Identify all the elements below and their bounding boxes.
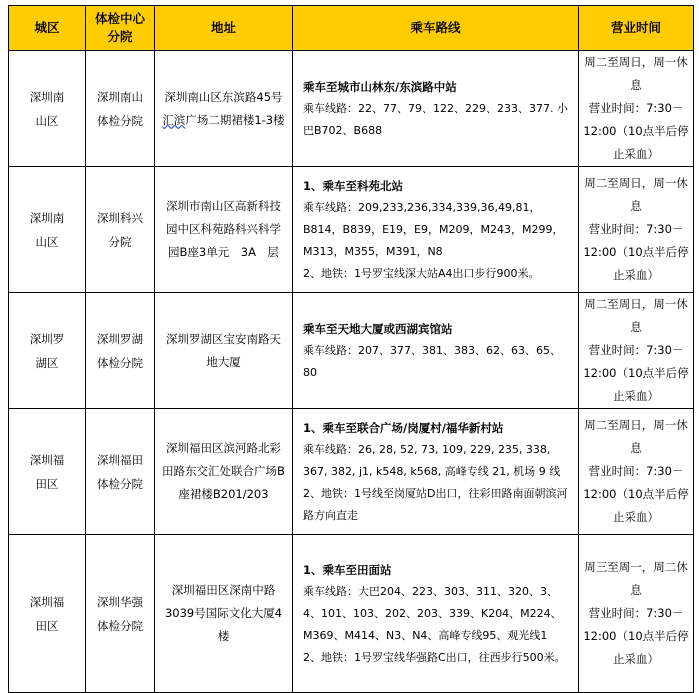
route-cell [293, 293, 579, 409]
branch-cell: 深圳华强体检分院 [86, 535, 155, 693]
route-title: 乘车至城市山林东/东滨路中站 [303, 79, 457, 94]
route-cell [293, 535, 579, 693]
route-title: 1、乘车至联合广场/岗厦村/福华新村站 [303, 420, 504, 435]
route-line: 2、地铁：1号罗宝线华强路C出口，往西步行500米。 [303, 650, 566, 664]
address-text: 深圳罗湖区宝安南路天地大厦 [166, 331, 281, 369]
branch-cell: 深圳科兴分院 [86, 167, 155, 293]
hours-cell [579, 409, 694, 535]
district-cell: 深圳福田区 [9, 535, 86, 693]
route-line: 乘车线路：大巴204、223、303、311、320、3、4、101、103、202、203、339、K204、M224、M369、M414、N3、N4、高峰专线95、观光线1 [303, 584, 562, 642]
table-row [9, 51, 694, 167]
route-line: 乘车线路：22、77、79、122、229、233、377. 小巴B702、B688 [303, 101, 568, 137]
route-cell [293, 51, 579, 167]
route-line: 2、地铁：1号线至岗厦站D出口，往彩田路南面朝滨河路方向直走 [303, 486, 568, 522]
route-title: 乘车至天地大厦或西湖宾馆站 [303, 321, 453, 336]
route-title: 1、乘车至田面站 [303, 562, 392, 577]
district-cell: 深圳福田区 [9, 409, 86, 535]
table-row [9, 535, 694, 693]
address-underlined-text: 汇滨 [162, 112, 186, 127]
hours-time: 营业时间：7:30－12:00（10点半后停止采血） [583, 101, 689, 161]
header-branch: 体检中心分院 [86, 6, 155, 51]
branch-cell: 深圳罗湖体检分院 [86, 293, 155, 409]
address-cell [155, 51, 293, 167]
address-text-tail: 广场二期裙楼1-3楼 [185, 112, 285, 127]
header-address: 地址 [155, 6, 293, 51]
hours-days: 周三至周一，周二休息 [584, 560, 688, 597]
hours-time: 营业时间：7:30－12:00（10点半后停止采血） [583, 222, 689, 282]
hours-days: 周二至周日，周一休息 [584, 176, 688, 213]
clinic-table [8, 5, 694, 693]
address-text: 深圳南山区东滨路45号 [164, 89, 283, 104]
table-row [9, 409, 694, 535]
hours-days: 周二至周日，周一休息 [584, 297, 688, 334]
hours-cell [579, 293, 694, 409]
route-cell [293, 409, 579, 535]
hours-days: 周二至周日，周一休息 [584, 55, 688, 92]
route-line: 乘车线路：26, 28, 52, 73, 109, 229, 235, 338, 367, 382, j1, k548, k568, 高峰专线 21, 机场 9 线 [303, 442, 561, 478]
hours-time: 营业时间：7:30－12:00（10点半后停止采血） [583, 343, 689, 403]
address-cell [155, 167, 293, 293]
table-row [9, 167, 694, 293]
address-text: 深圳市南山区高新科技园中区科苑路科兴科学园B座3单元 3A 层 [166, 199, 281, 259]
hours-cell [579, 167, 694, 293]
address-cell [155, 409, 293, 535]
hours-time: 营业时间：7:30－12:00（10点半后停止采血） [583, 464, 689, 524]
hours-time: 营业时间：7:30－12:00（10点半后停止采血） [583, 606, 689, 666]
route-cell [293, 167, 579, 293]
route-line: 乘车线路：207、377、381、383、62、63、65、80 [303, 343, 561, 379]
table-row [9, 293, 694, 409]
hours-cell [579, 535, 694, 693]
route-line: 2、地铁：1号罗宝线深大站A4出口步行900米。 [303, 266, 540, 280]
branch-cell: 深圳福田体检分院 [86, 409, 155, 535]
address-cell [155, 535, 293, 693]
address-cell [155, 293, 293, 409]
address-text: 深圳福田区深南中路3039号国际文化大厦4楼 [164, 583, 283, 643]
header-district: 城区 [9, 6, 86, 51]
district-cell: 深圳罗湖区 [9, 293, 86, 409]
hours-cell [579, 51, 694, 167]
address-text: 深圳福田区滨河路北彩田路东交汇处联合广场B座裙楼B201/203 [162, 441, 285, 501]
branch-cell: 深圳南山体检分院 [86, 51, 155, 167]
route-line: 乘车线路：209,233,236,334,339,36,49,81，B814，B839，E19，E9，M209，M243，M299，M313，M355，M391，N8 [303, 200, 564, 258]
header-hours: 营业时间 [579, 6, 694, 51]
district-cell: 深圳南山区 [9, 51, 86, 167]
route-title: 1、乘车至科苑北站 [303, 178, 404, 193]
header-route: 乘车路线 [293, 6, 579, 51]
hours-days: 周二至周日，周一休息 [584, 418, 688, 455]
district-cell: 深圳南山区 [9, 167, 86, 293]
header-row [9, 6, 694, 51]
